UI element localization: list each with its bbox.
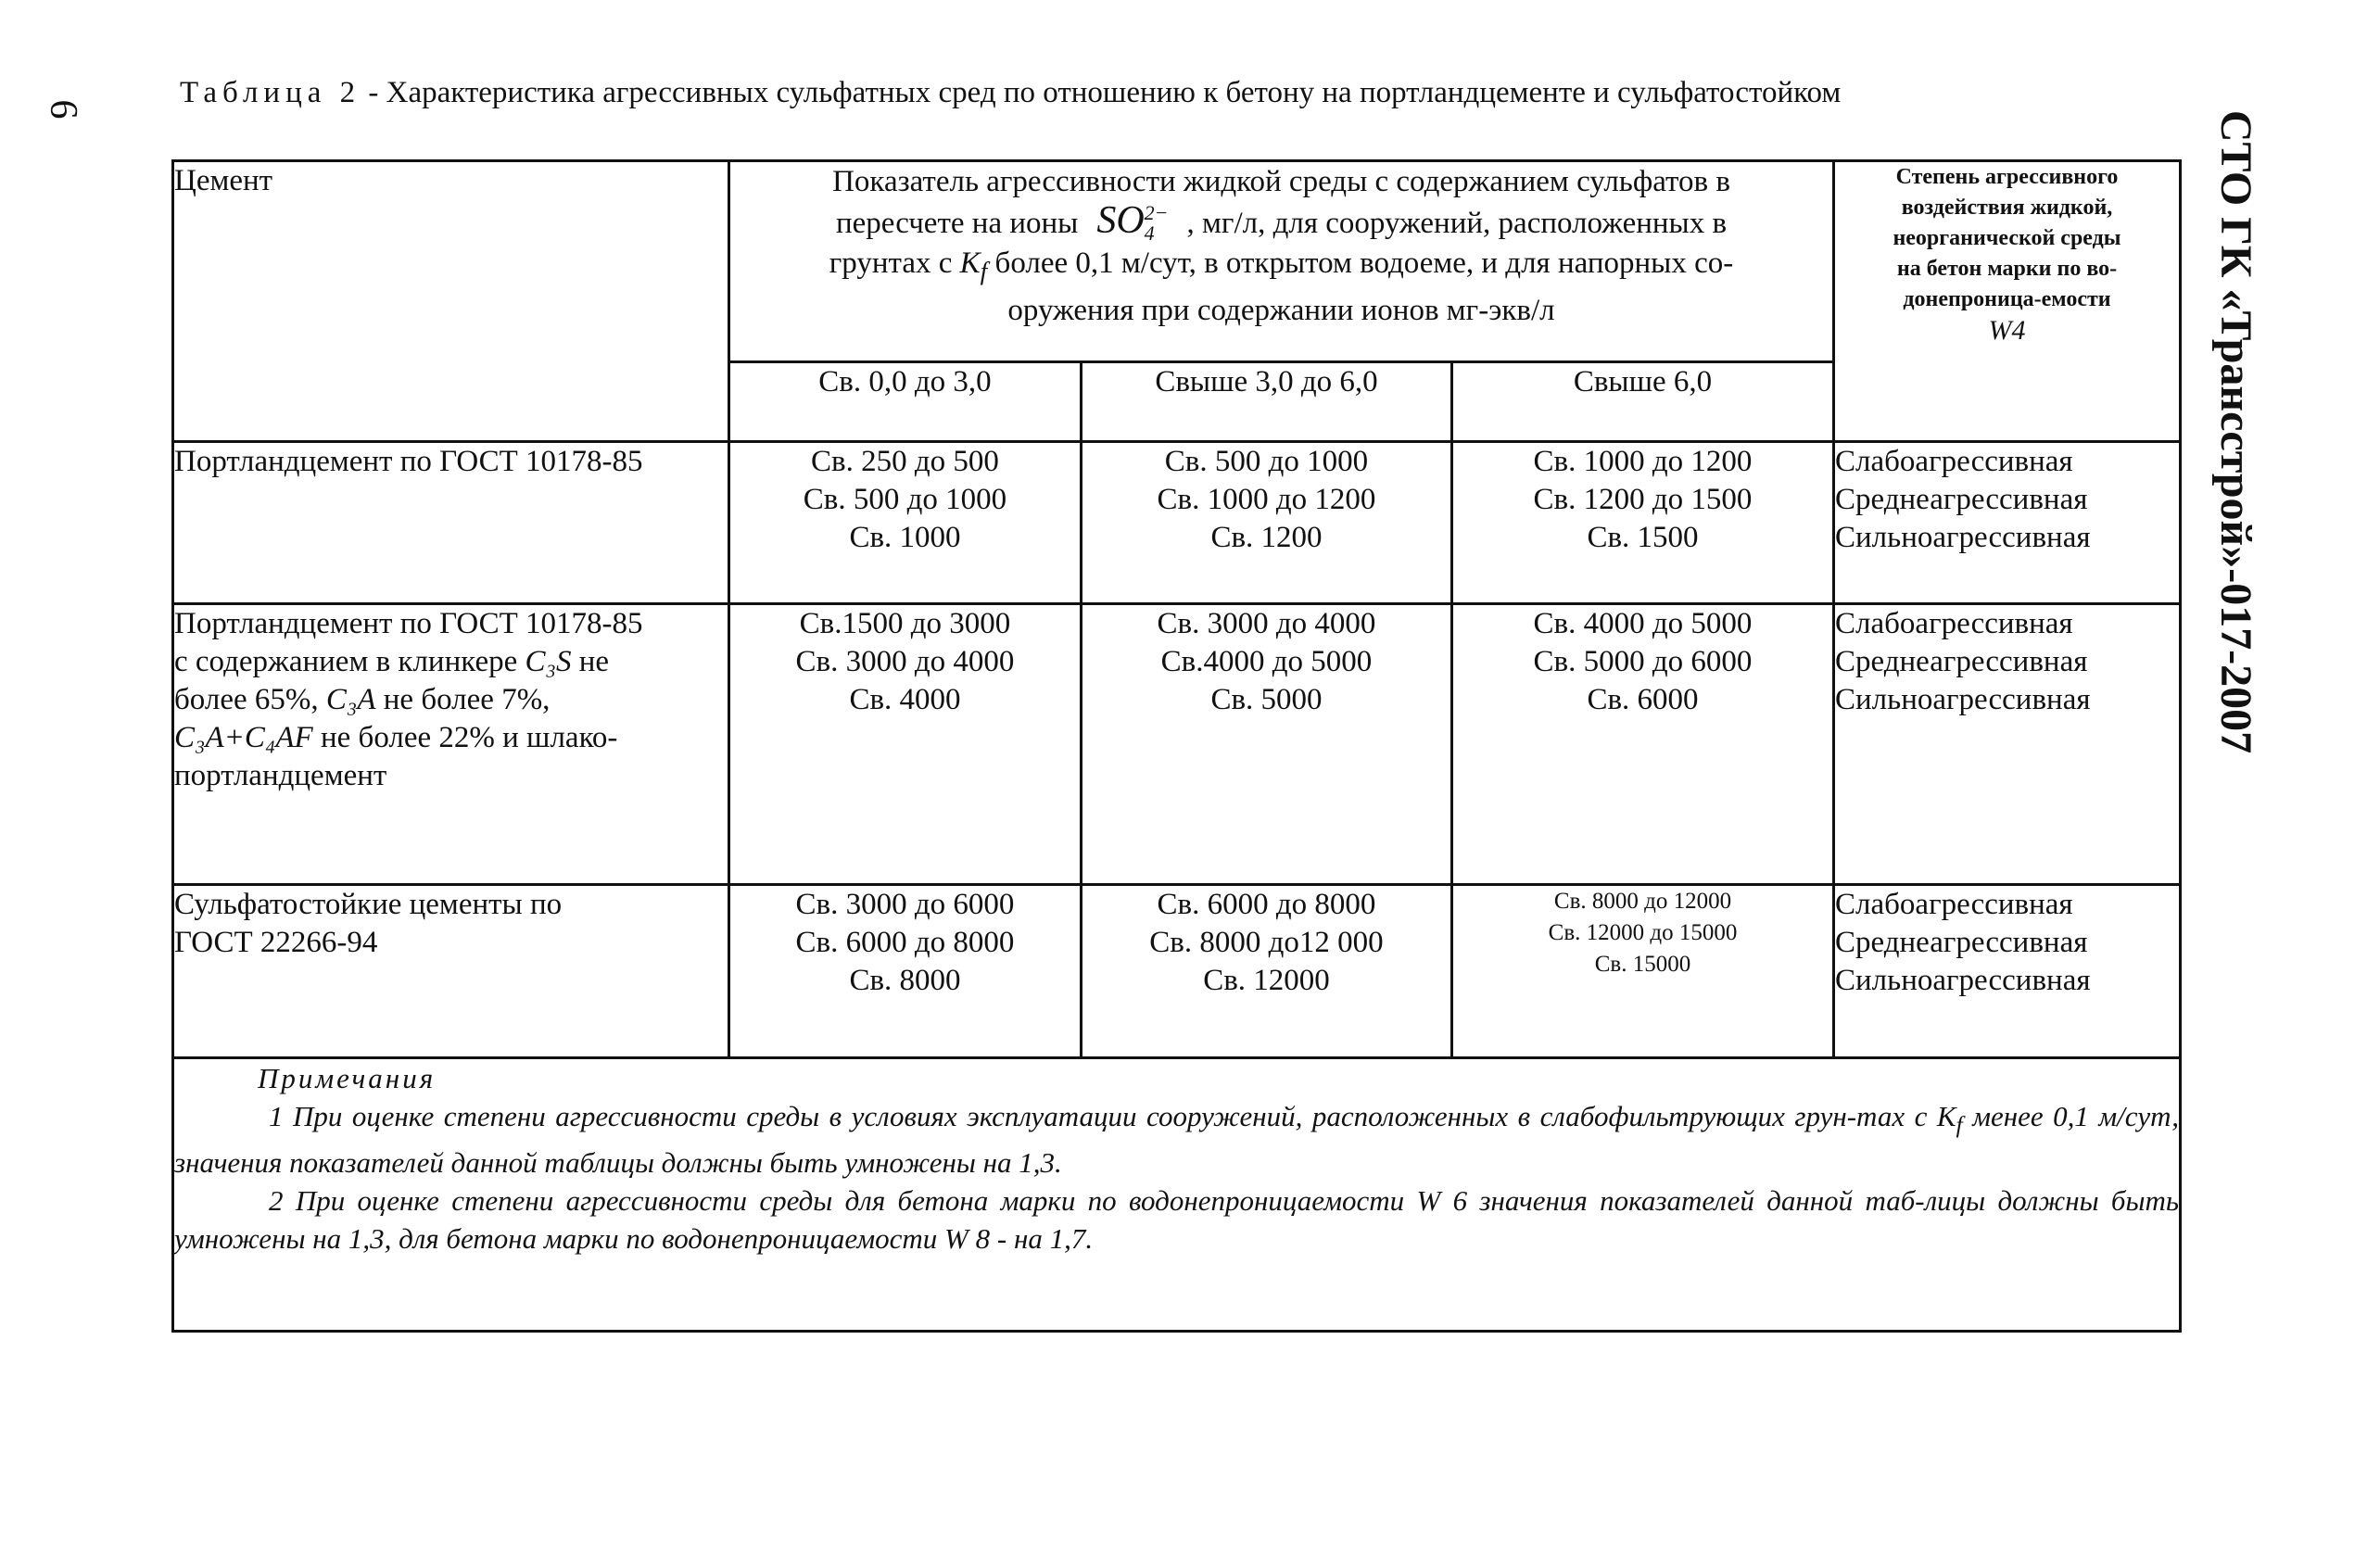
value-line: Св. 1500 bbox=[1587, 521, 1699, 555]
cement-line: Портландцемент по ГОСТ 10178-85 bbox=[174, 606, 643, 640]
range-header-3: Свыше 6,0 bbox=[1452, 361, 1834, 441]
c3a-c4af-formula: C₃A+C₄AF bbox=[174, 720, 313, 754]
cement-header: Цемент bbox=[173, 161, 729, 442]
value-line: Св. 1000 до 1200 bbox=[1533, 445, 1753, 479]
sulfate-aggressiveness-table bbox=[171, 159, 2182, 1333]
value-line: Св. 6000 bbox=[1587, 682, 1699, 716]
value-line: Св. 250 до 500 bbox=[811, 445, 999, 479]
so4-indices bbox=[1145, 203, 1169, 244]
value-line: Св. 1000 bbox=[849, 521, 961, 555]
cement-line: ГОСТ 22266-94 bbox=[174, 926, 378, 960]
value-cell bbox=[1452, 603, 1834, 884]
degree-header-w4: W4 bbox=[1988, 315, 2026, 346]
indicator-header-line bbox=[730, 201, 1832, 244]
note-2: 2 При оценке степени агрессивности среды для бетона марки по водонепроницаемости W 6 значения показателей данной таб-лицы должны быть умножены на 1,3, для бетона марки по водонепроницаемости W 8 - на 1,7. bbox=[174, 1183, 2179, 1255]
indicator-text: грунтах с bbox=[829, 246, 953, 281]
degree-line: Среднеагрессивная bbox=[1835, 483, 2088, 517]
value-cell bbox=[1082, 885, 1452, 1058]
table-row bbox=[173, 885, 2181, 1058]
range-header-2: Свыше 3,0 до 6,0 bbox=[1082, 361, 1452, 441]
notes-cell bbox=[173, 1057, 2181, 1331]
c3s-formula: C₃S bbox=[525, 644, 572, 678]
value-cell bbox=[1452, 885, 1834, 1058]
value-line: Св. 8000 bbox=[849, 964, 961, 998]
indicator-text: пересчете на ионы bbox=[835, 207, 1079, 240]
degree-line: Слабоагрессивная bbox=[1835, 888, 2073, 922]
value-line: Св. 1200 bbox=[1210, 521, 1323, 555]
value-line: Св. 6000 до 8000 bbox=[795, 926, 1015, 960]
value-cell bbox=[729, 442, 1082, 604]
value-line: Св. 5000 до 6000 bbox=[1533, 644, 1753, 678]
degree-cell bbox=[1834, 442, 2181, 604]
value-line: Св. 8000 до12 000 bbox=[1149, 926, 1384, 960]
value-line: Св. 3000 до 6000 bbox=[795, 888, 1015, 922]
value-line: Св. 6000 до 8000 bbox=[1157, 888, 1376, 922]
kf-letter: K bbox=[1936, 1099, 1956, 1132]
degree-header-line: неорганической среды bbox=[1893, 226, 2121, 250]
notes-row bbox=[173, 1057, 2181, 1331]
c3a-formula: C₃A bbox=[325, 682, 376, 716]
so4-charge: 2− bbox=[1144, 201, 1169, 225]
degree-header bbox=[1834, 161, 2181, 442]
cement-text: с содержанием в клинкере bbox=[174, 644, 518, 678]
document-code: СТО ГК «Трансстрой»-017-2007 bbox=[2211, 109, 2260, 754]
cement-text: более 65%, bbox=[174, 682, 319, 716]
cement-line: портландцемент bbox=[174, 758, 387, 792]
degree-line: Сильноагрессивная bbox=[1835, 964, 2091, 998]
value-cell bbox=[1452, 442, 1834, 604]
notes-title: Примечания bbox=[258, 1061, 437, 1094]
degree-line: Сильноагрессивная bbox=[1835, 682, 2091, 716]
indicator-text: более 0,1 м/сут, в открытом водоеме, и для напорных со- bbox=[994, 246, 1734, 281]
indicator-header bbox=[729, 161, 1834, 362]
cement-cell bbox=[173, 885, 729, 1058]
cement-text: не более 7%, bbox=[383, 682, 551, 716]
indicator-header-line bbox=[730, 244, 1832, 291]
caption-text: - Характеристика агрессивных сульфатных сред по отношению к бетону на портландцементе и сульфатостойком bbox=[361, 76, 1842, 109]
value-cell bbox=[1082, 603, 1452, 884]
value-line: Св. 3000 до 4000 bbox=[1157, 606, 1376, 640]
note-1 bbox=[174, 1097, 2179, 1182]
value-line: Св. 8000 до 12000 bbox=[1553, 889, 1732, 915]
degree-line: Среднеагрессивная bbox=[1835, 644, 2088, 678]
cement-text: не bbox=[578, 644, 610, 678]
degree-header-line: донепроница-емости bbox=[1903, 287, 2111, 311]
value-line: Св. 500 до 1000 bbox=[803, 483, 1007, 517]
header-row bbox=[173, 161, 2181, 362]
degree-cell bbox=[1834, 885, 2181, 1058]
value-line: Св.4000 до 5000 bbox=[1160, 644, 1373, 678]
degree-line: Сильноагрессивная bbox=[1835, 521, 2091, 555]
value-line: Св. 1200 до 1500 bbox=[1533, 483, 1753, 517]
note-text: 1 При оценке степени агрессивности среды в условиях эксплуатации сооружений, расположенных в слабофильтрующих грун-тах с bbox=[269, 1099, 1928, 1132]
cement-line bbox=[174, 719, 728, 757]
table-caption bbox=[180, 72, 2200, 113]
indicator-text: , мг/л, для сооружений, расположенных в bbox=[1186, 207, 1728, 240]
caption-prefix: Таблица 2 bbox=[180, 76, 361, 109]
page-number: 6 bbox=[42, 99, 84, 120]
indicator-header-line: Показатель агрессивности жидкой среды с содержанием сульфатов в bbox=[832, 165, 1730, 198]
value-line: Св. 15000 bbox=[1594, 952, 1691, 978]
degree-header-line: Степень агрессивного bbox=[1895, 165, 2119, 189]
value-line: Св. 3000 до 4000 bbox=[795, 644, 1015, 678]
value-line: Св. 4000 до 5000 bbox=[1533, 606, 1753, 640]
cement-text: не более 22% и шлако- bbox=[320, 720, 618, 754]
value-cell bbox=[729, 603, 1082, 884]
kf-subscript: f bbox=[980, 256, 988, 285]
value-line: Св. 12000 bbox=[1203, 964, 1330, 998]
kf-symbol bbox=[959, 246, 988, 285]
cement-cell bbox=[173, 603, 729, 884]
degree-line: Слабоагрессивная bbox=[1835, 445, 2073, 479]
degree-header-line: воздействия жидкой, bbox=[1901, 196, 2113, 220]
value-cell bbox=[729, 885, 1082, 1058]
so4-base: SO bbox=[1096, 199, 1145, 242]
table-row bbox=[173, 442, 2181, 604]
sulfate-ion-formula bbox=[1096, 199, 1169, 246]
value-line: Св. 4000 bbox=[849, 682, 961, 716]
cement-line: Сульфатостойкие цементы по bbox=[174, 888, 563, 922]
note-text: менее 0,1 м/сут, значения показателей данной таблицы должны быть умножены на 1,3. bbox=[174, 1099, 2180, 1179]
value-line: Св. 12000 до 15000 bbox=[1548, 920, 1738, 946]
cement-line bbox=[174, 643, 728, 681]
value-line: Св. 1000 до 1200 bbox=[1157, 483, 1376, 517]
degree-header-line: на бетон марки по во- bbox=[1896, 257, 2118, 281]
kf-letter: K bbox=[959, 246, 981, 281]
kf-subscript: f bbox=[1956, 1110, 1963, 1138]
degree-line: Слабоагрессивная bbox=[1835, 606, 2073, 640]
value-line: Св.1500 до 3000 bbox=[799, 606, 1011, 640]
cement-line bbox=[174, 681, 728, 719]
degree-cell bbox=[1834, 603, 2181, 884]
cement-cell bbox=[173, 442, 729, 604]
table-row bbox=[173, 603, 2181, 884]
range-header-1: Св. 0,0 до 3,0 bbox=[729, 361, 1082, 441]
cement-line: Портландцемент по ГОСТ 10178-85 bbox=[174, 445, 643, 479]
so4-subscript: 4 bbox=[1144, 221, 1155, 246]
indicator-header-line: оружения при содержании ионов мг-экв/л bbox=[1007, 293, 1555, 327]
kf-symbol bbox=[1936, 1099, 1963, 1138]
value-cell bbox=[1082, 442, 1452, 604]
degree-line: Среднеагрессивная bbox=[1835, 926, 2088, 960]
value-line: Св. 5000 bbox=[1210, 682, 1323, 716]
value-line: Св. 500 до 1000 bbox=[1164, 445, 1369, 479]
